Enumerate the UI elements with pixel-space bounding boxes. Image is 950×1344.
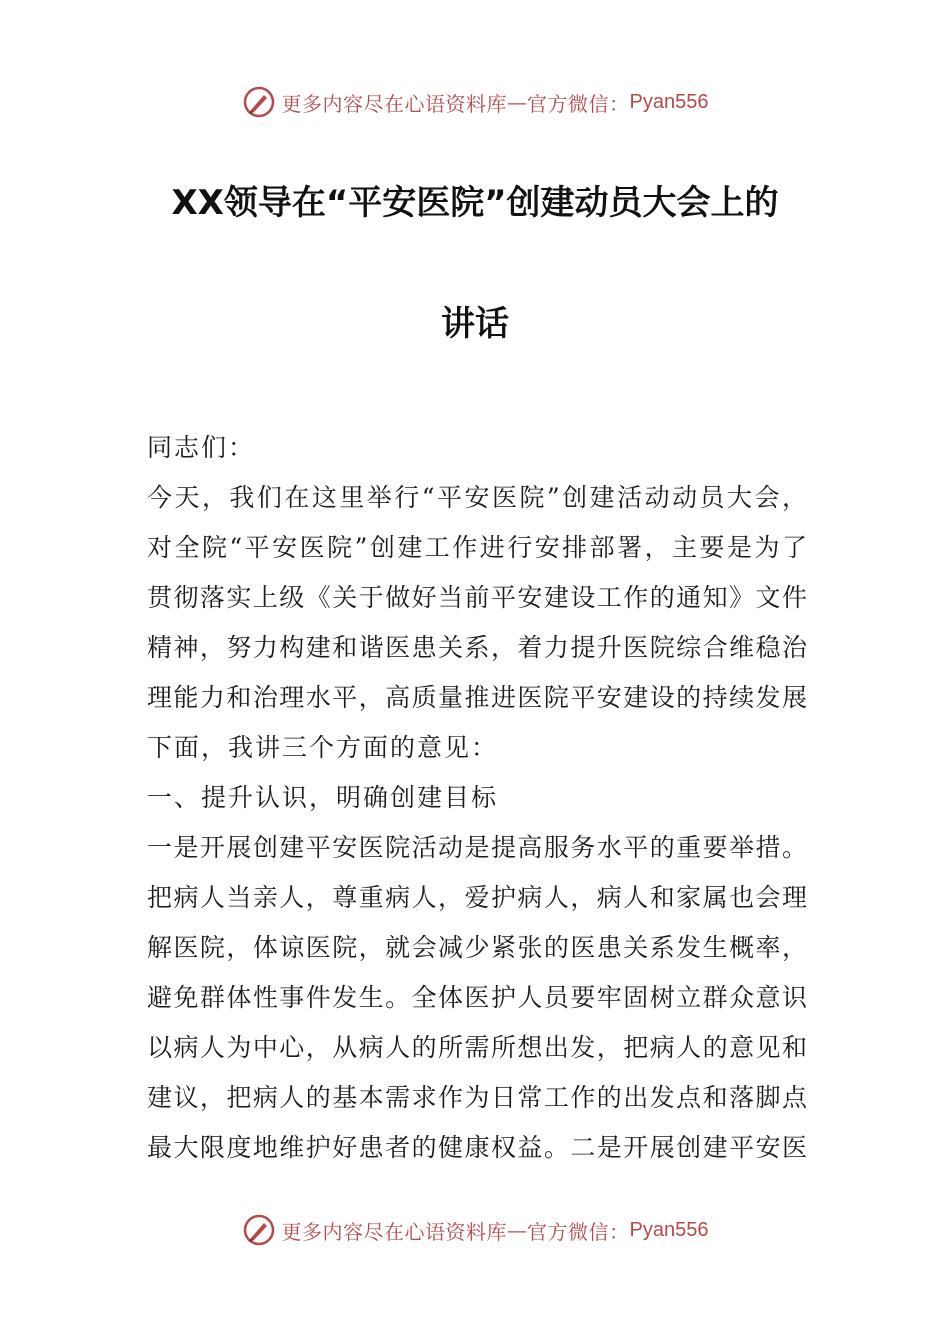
body-line: 一是开展创建平安医院活动是提高服务水平的重要举措。 xyxy=(147,833,807,862)
section-heading: 一、提升认识，明确创建目标 xyxy=(147,783,499,812)
wechat-id: Pyan556 xyxy=(629,1218,709,1241)
banner-separator: — xyxy=(507,1218,528,1242)
footer-watermark xyxy=(0,1210,950,1250)
body-line: 以病人为中心，从病人的所需所想出发，把病人的意见和 xyxy=(147,1033,807,1062)
body-line: 最大限度地维护好患者的健康权益。二是开展创建平安医 xyxy=(147,1133,807,1162)
body-line: 精神，努力构建和谐医患关系，着力提升医院综合维稳治 xyxy=(147,633,807,662)
document-title-line-2: 讲话 xyxy=(441,304,509,344)
body-line: 下面，我讲三个方面的意见： xyxy=(147,733,499,762)
salutation: 同志们： xyxy=(147,433,256,462)
wechat-label: 官方微信： xyxy=(527,1219,630,1244)
wechat-label: 官方微信： xyxy=(527,91,630,116)
body-line: 理能力和治理水平，高质量推进医院平安建设的持续发展 xyxy=(147,683,807,712)
banner-separator: — xyxy=(507,90,528,114)
body-line: 把病人当亲人，尊重病人，爱护病人，病人和家属也会理 xyxy=(147,883,807,912)
brand-text: 更多内容尽在心语资料库 xyxy=(281,91,508,116)
body-line: 解医院，体谅医院，就会减少紧张的医患关系发生概率， xyxy=(147,933,807,962)
pen-logo-icon xyxy=(242,1213,276,1247)
document-body xyxy=(147,428,807,1178)
body-line: 避免群体性事件发生。全体医护人员要牢固树立群众意识 xyxy=(147,983,807,1012)
brand-text: 更多内容尽在心语资料库 xyxy=(281,1219,508,1244)
header-watermark xyxy=(0,82,950,122)
body-line: 今天，我们在这里举行“平安医院”创建活动动员大会， xyxy=(147,483,807,512)
pen-logo-icon xyxy=(242,85,276,119)
wechat-id: Pyan556 xyxy=(629,90,709,113)
body-line: 对全院“平安医院”创建工作进行安排部署，主要是为了 xyxy=(147,533,807,562)
body-line: 贯彻落实上级《关于做好当前平安建设工作的通知》文件 xyxy=(147,583,807,612)
body-line: 建议，把病人的基本需求作为日常工作的出发点和落脚点 xyxy=(147,1083,807,1112)
document-title-line-1: XX领导在“平安医院”创建动员大会上的 xyxy=(171,183,779,223)
